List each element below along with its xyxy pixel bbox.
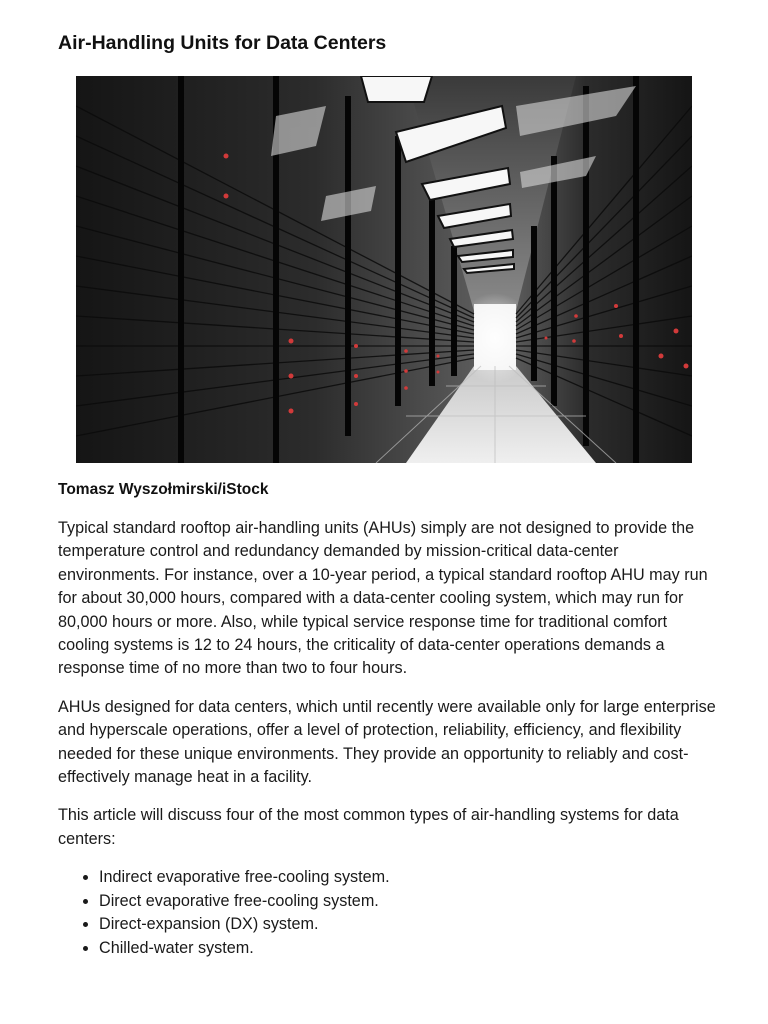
list-item: • Indirect evaporative free-cooling system.	[99, 866, 718, 889]
article-title: Air-Handling Units for Data Centers	[58, 32, 387, 54]
list-item: • Direct-expansion (DX) system.	[99, 913, 718, 936]
paragraph-list-intro: This article will discuss four of the most common types of air-handling systems for data centers:	[58, 806, 679, 848]
list-item: • Direct evaporative free-cooling system.	[99, 890, 718, 913]
paragraph-ahu-benefits: AHUs designed for data centers, which until recently were available only for large enterprise and hyperscale operations, offer a level of protection, reliability, efficiency, and flexibility needed for these unique environments. They provide an opportunity to reliably and cost-effectively manage heat in a facility.	[58, 697, 716, 787]
list-item: • Chilled-water system.	[99, 937, 718, 960]
image-credit: Tomasz Wyszołmirski/iStock	[58, 481, 269, 498]
hero-image	[76, 76, 692, 463]
article-body	[58, 517, 718, 960]
system-types-list	[58, 866, 718, 960]
paragraph-intro: Typical standard rooftop air-handling units (AHUs) simply are not designed to provide the temperature control and redundancy demanded by mission-critical data-center environments. For instance, over a 10-year period, a typical standard rooftop AHU may run for about 30,000 hours, compared with a data-center cooling system, which may run for 80,000 hours or more. Also, while typical service response time for traditional comfort cooling systems is 12 to 24 hours, the criticality of data-center operations demands a response time of no more than two to four hours.	[58, 519, 708, 678]
server-room-illustration	[76, 76, 692, 463]
